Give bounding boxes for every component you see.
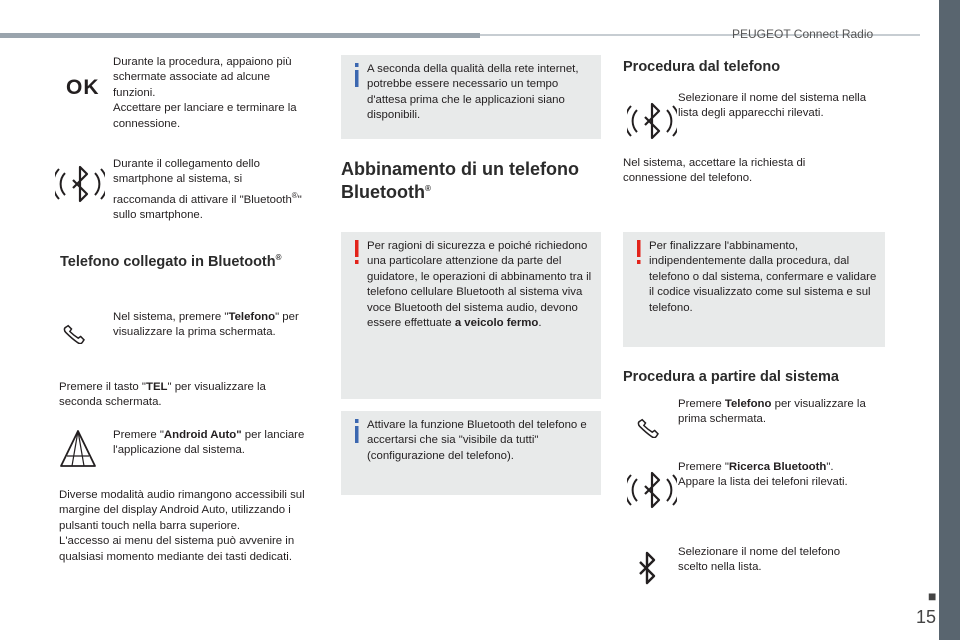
ok-text-1: Durante la procedura, appaiono più schermate associate ad alcune funzioni.	[113, 56, 292, 99]
info-visibility-text: Attivare la funzione Bluetooth del telefono e accertarsi che sia "visibile da tutti" (configurazione del telefono).	[367, 419, 587, 462]
audio-paragraph	[59, 488, 317, 565]
ok-icon: OK	[66, 76, 100, 99]
bluetooth-waves-icon	[55, 160, 105, 208]
ok-text-2: Accettare per lanciare e terminare la connessione.	[113, 102, 297, 130]
press-phone-text: Premere Telefono per visualizzare la prima schermata.	[678, 398, 866, 426]
page-dot: ■	[928, 588, 937, 604]
info-icon	[351, 419, 363, 443]
info-box-visibility	[341, 411, 601, 495]
warning-icon	[633, 240, 645, 264]
warning-icon	[351, 240, 363, 264]
section-heading-pairing: Abbinamento di un telefono Bluetooth®	[341, 159, 579, 202]
warning-safety-text: Per ragioni di sicurezza e poiché richiedono una particolare attenzione da parte del guidatore, le operazioni di abbinamento tra il telefono cellulare Bluetooth al sistema viva voce Bluetooth del sistema audio, devono essere effettuate a veicolo fermo.	[367, 240, 592, 330]
top-rule	[0, 33, 480, 38]
page-number: 15	[916, 607, 937, 627]
tel-text: Premere il tasto "TEL" per visualizzare la seconda schermata.	[59, 381, 266, 409]
phone-press-text: Nel sistema, premere "Telefono" per visualizzare la prima schermata.	[113, 311, 299, 339]
android-auto-text: Premere "Android Auto" per lanciare l'applicazione dal sistema.	[113, 429, 305, 457]
android-auto-icon	[58, 428, 98, 470]
bluetooth-icon	[637, 549, 659, 589]
section-heading-from-system: Procedura a partire dal sistema	[623, 369, 839, 385]
ok-paragraph	[113, 55, 313, 132]
section-heading-bt-connected: Telefono collegato in Bluetooth®	[60, 253, 282, 270]
bluetooth-waves-icon	[627, 466, 677, 514]
warning-box-code	[623, 232, 885, 347]
audio-text-1: Diverse modalità audio rimangono accessibili sul margine del display Android Auto, utilizzando i pulsanti touch nella barra superiore.	[59, 489, 305, 532]
side-strip	[939, 0, 960, 640]
header-title: PEUGEOT Connect Radio	[732, 27, 874, 41]
phone-icon	[58, 314, 90, 344]
phone-icon	[632, 408, 664, 438]
warning-code-text: Per finalizzare l'abbinamento, indipendentemente dalla procedura, dal telefono o dal sistema, confermare e validare il codice visualizzato come sul sistema e sul telefono.	[649, 240, 877, 314]
info-network-text: A seconda della qualità della rete internet, potrebbe essere necessario un tempo d'attesa prima che le applicazioni siano disponibili.	[367, 63, 579, 122]
search-bluetooth-text: Premere "Ricerca Bluetooth". Appare la lista dei telefoni rilevati.	[678, 461, 848, 489]
section-heading-from-phone: Procedura dal telefono	[623, 59, 781, 75]
accept-connection-text: Nel sistema, accettare la richiesta di connessione del telefono.	[623, 157, 806, 185]
bt-activation-text: Durante il collegamento dello smartphone al sistema, si raccomanda di attivare il "Bluetooth®" sullo smartphone.	[113, 158, 302, 222]
select-system-text: Selezionare il nome del sistema nella lista degli apparecchi rilevati.	[678, 92, 867, 120]
select-phone-text: Selezionare il nome del telefono scelto nella lista.	[678, 546, 841, 574]
warning-box-safety	[341, 232, 601, 399]
bluetooth-waves-icon	[627, 97, 677, 145]
info-box-network	[341, 55, 601, 139]
audio-text-2: L'accesso ai menu del sistema può avvenire in qualsiasi momento mediante dei tasti dedicati.	[59, 535, 295, 563]
info-icon	[351, 63, 363, 87]
